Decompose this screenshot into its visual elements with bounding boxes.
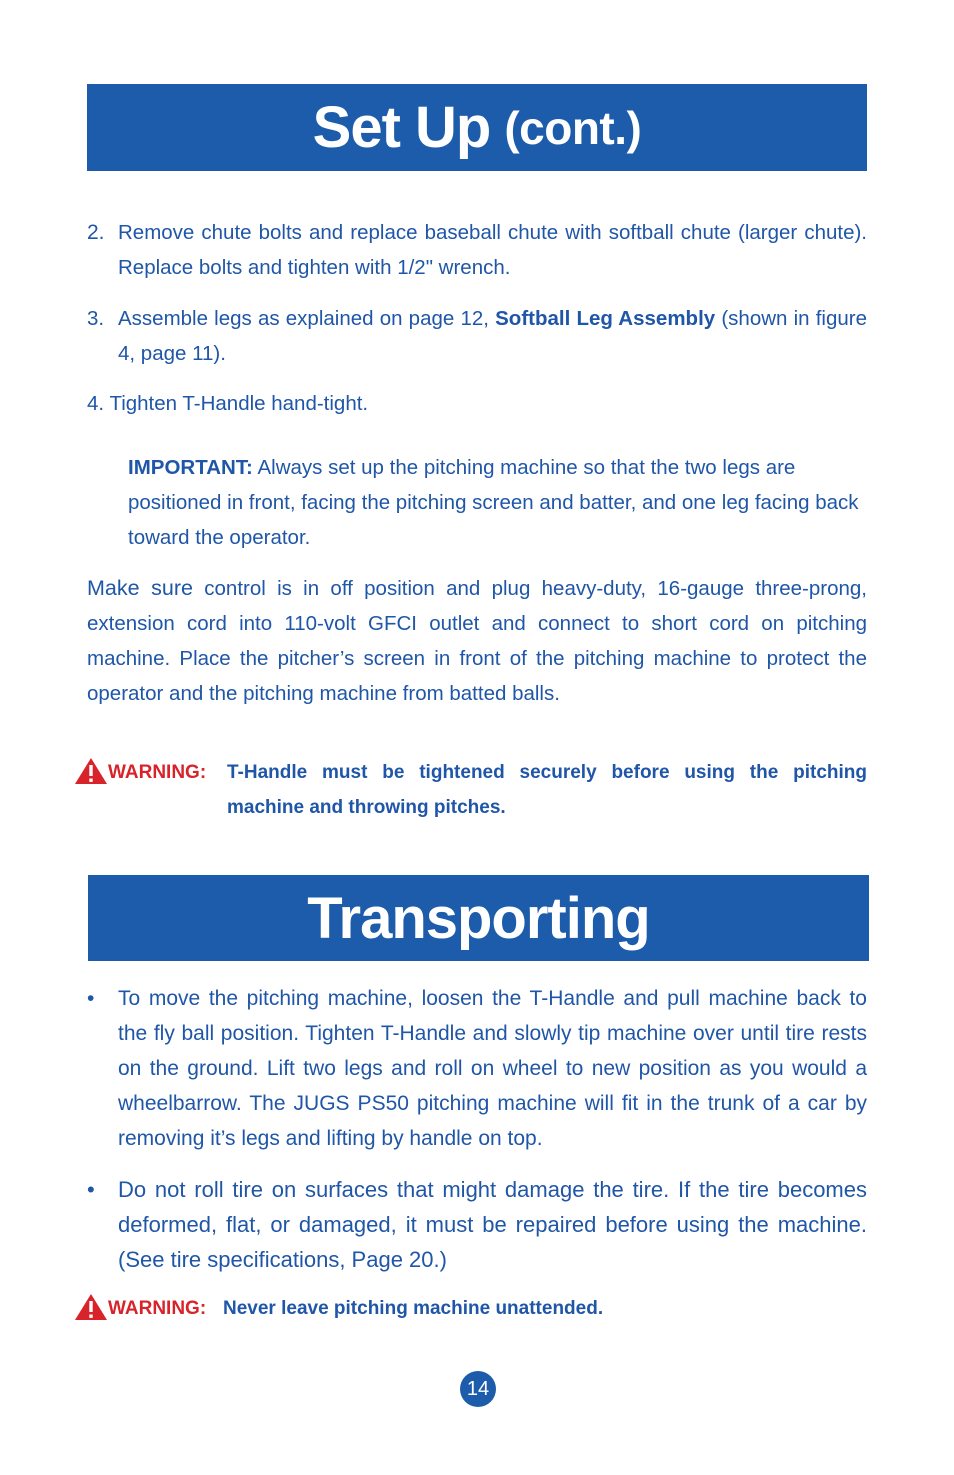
setup-warning: [74, 755, 867, 825]
bullet-marker: •: [87, 987, 95, 1010]
setup-step-2: [87, 215, 867, 285]
setup-title-suffix: (cont.): [504, 101, 642, 154]
make-sure-text: control is in off position and plug heavy-duty, 16-gauge three-prong, extension cord into 110-volt GFCI outlet and connect to short cord on pitching machine. Place the pitcher’s screen in front of the pitching machine to protect the operator and the pitching machine from batted balls.: [87, 577, 867, 705]
warning-triangle-icon: [74, 757, 108, 785]
step-text: Remove chute bolts and replace baseball chute with softball chute (larger chute). Replace bolts and tighten with 1/2" wrench.: [118, 221, 867, 279]
step-text-before: Assemble legs as explained on page 12,: [118, 307, 489, 330]
transporting-section-header: [88, 875, 869, 961]
make-sure-paragraph: [87, 571, 867, 711]
warning-text: Never leave pitching machine unattended.: [223, 1298, 604, 1319]
warning-triangle-icon: [74, 1293, 108, 1321]
step-number: 3.: [87, 307, 105, 330]
important-note: [128, 450, 860, 555]
step-text: Tighten T-Handle hand-tight.: [109, 392, 369, 415]
step-text: [118, 301, 867, 371]
step-number: 4.: [87, 392, 105, 415]
make-sure-lead: Make sure: [87, 576, 193, 600]
setup-section-header: [87, 84, 867, 171]
bullet-text: Do not roll tire on surfaces that might damage the tire. If the tire becomes deformed, flat, or damaged, it must be repaired before using the machine. (See tire specifications, Page 20.): [118, 1177, 867, 1272]
transporting-title: Transporting: [307, 885, 650, 951]
setup-title: Set Up: [312, 95, 491, 160]
transporting-warning: [74, 1291, 867, 1326]
transporting-bullet-1: [87, 981, 867, 1156]
warning-label: WARNING:: [108, 762, 207, 783]
warning-text: T-Handle must be tightened securely before using the pitching machine and throwing pitches.: [227, 762, 867, 818]
transporting-bullet-2: [87, 1172, 867, 1277]
page-number: 14: [460, 1371, 496, 1407]
warning-label: WARNING:: [108, 1298, 207, 1319]
step-text-bold: Softball Leg Assembly: [495, 307, 716, 330]
setup-step-3: [87, 301, 867, 371]
step-text-after: (shown in figure 4, page 11).: [118, 307, 868, 365]
important-label: IMPORTANT:: [128, 456, 253, 479]
setup-step-4: [87, 386, 867, 421]
step-number: 2.: [87, 221, 105, 244]
bullet-text: To move the pitching machine, loosen the T-Handle and pull machine back to the fly ball position. Tighten T-Handle and slowly tip machine over until tire rests on the ground. Lift two legs and roll on wheel to new position as you would a wheelbarrow. The JUGS PS50 pitching machine will fit in the trunk of a car by removing it’s legs and lifting by handle on top.: [118, 987, 867, 1150]
important-text: Always set up the pitching machine so that the two legs are positioned in front, facing the pitching screen and batter, and one leg facing back toward the operator.: [128, 456, 859, 549]
bullet-marker: •: [87, 1177, 95, 1202]
